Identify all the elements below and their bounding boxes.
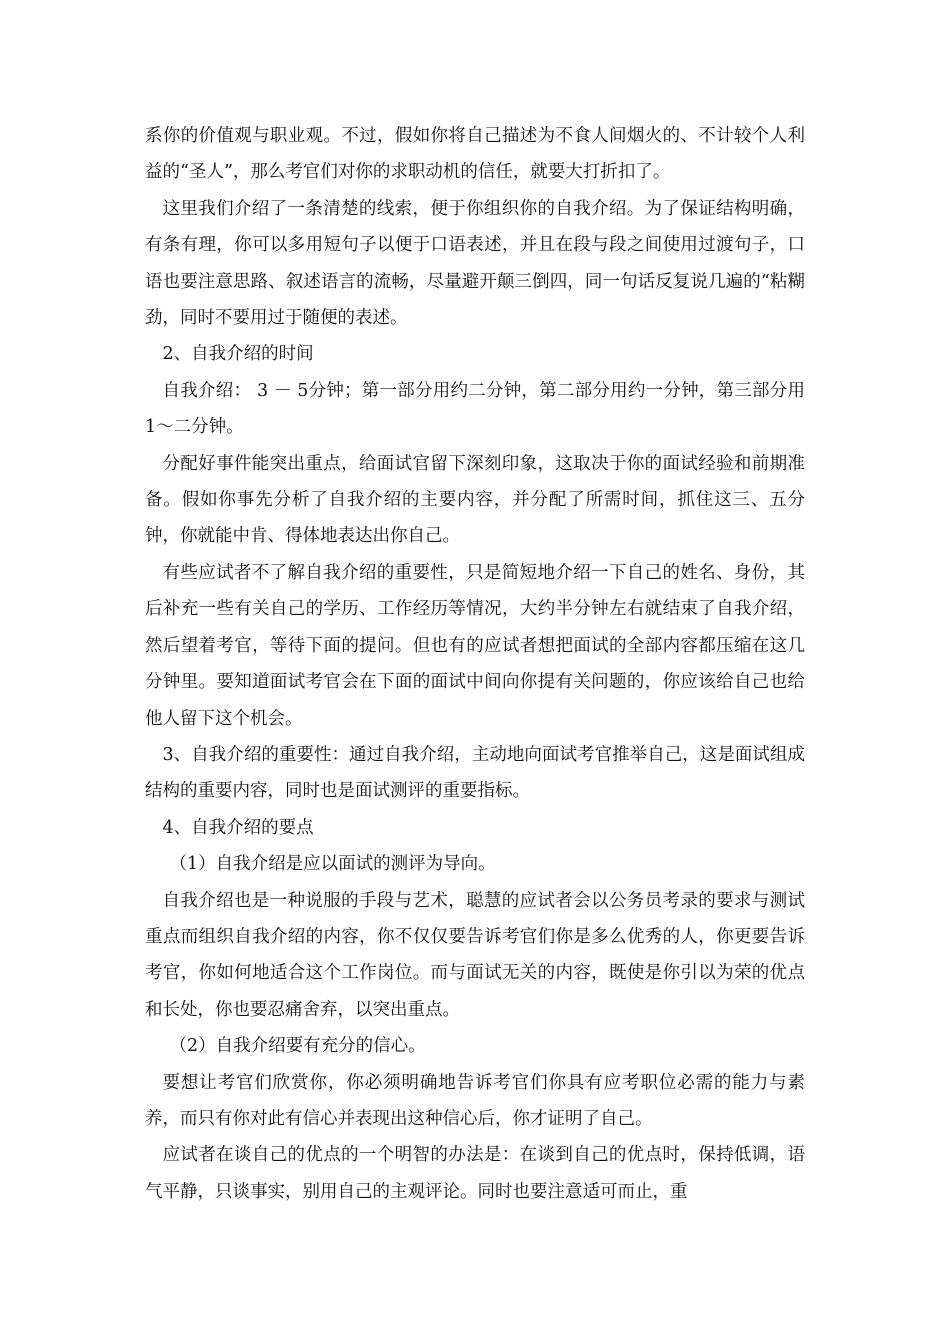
section-heading-key-points: 4、自我介绍的要点 [162, 817, 314, 838]
paragraph-2: 这里我们介绍了一条清楚的线索，便于你组织你的自我介绍。为了保证结构明确，有条有理，你可以多用短句子以便于口语表述，并且在段与段之间使用过渡句子，口语也要注意思路、叙述语言的流畅，尽量避开颠三倒四，同一句话反复说几遍的“粘糊劲，同时不要用过于随便的表述。 [145, 198, 805, 329]
paragraph-5: 分配好事件能突出重点，给面试官留下深刻印象，这取决于你的面试经验和前期准备。假如你事先分析了自我介绍的主要内容，并分配了所需时间，抓住这三、五分钟，你就能中肯、得体地表达出你自己。 [145, 453, 805, 547]
paragraph-6: 有些应试者不了解自我介绍的重要性，只是简短地介绍一下自己的姓名、身份，其后补充一些有关自己的学历、工作经历等情况，大约半分钟左右就结束了自我介绍，然后望着考官，等待下面的提问。但也有的应试者想把面试的全部内容都压缩在这几分钟里。要知道面试考官会在下面的面试中间向你提有关问题的，你应该给自己也给他人留下这个机会。 [145, 562, 805, 729]
paragraph-10: 自我介绍也是一种说服的手段与艺术，聪慧的应试者会以公务员考录的要求与测试重点而组织自我介绍的内容，你不仅仅要告诉考官们你是多么优秀的人，你更要告诉考官，你如何地适合这个工作岗位。而与面试无关的内容，既使是你引以为荣的优点和长处，你也要忍痛舍弃，以突出重点。 [145, 890, 805, 1020]
section-heading-importance: 3、自我介绍的重要性：通过自我介绍，主动地向面试考官推举自己，这是面试组成结构的重要内容，同时也是面试测评的重要指标。 [145, 744, 805, 802]
subheading-1: （1）自我介绍是应以面试的测评为导向。 [169, 854, 496, 875]
section-heading-time: 2、自我介绍的时间 [162, 344, 314, 365]
paragraph-1: 系你的价值观与职业观。不过，假如你将自己描述为不食人间烟火的、不计较个人利益的“圣人”，那么考官们对你的求职动机的信任，就要大打折扣了。 [145, 126, 805, 183]
paragraph-13: 应试者在谈自己的优点的一个明智的办法是：在谈到自己的优点时，保持低调，语气平静，只谈事实，别用自己的主观评论。同时也要注意适可而止，重 [145, 1145, 805, 1202]
paragraph-4: 自我介绍： 3 － 5分钟；第一部分用约二分钟，第二部分用约一分钟，第三部分用1～二分钟。 [145, 380, 805, 438]
subheading-2: （2）自我介绍要有充分的信心。 [169, 1036, 426, 1057]
document-page [145, 118, 805, 1210]
paragraph-12: 要想让考官们欣赏你，你必须明确地告诉考官们你具有应考职位必需的能力与素养，而只有你对此有信心并表现出这种信心后，你才证明了自己。 [145, 1072, 805, 1129]
